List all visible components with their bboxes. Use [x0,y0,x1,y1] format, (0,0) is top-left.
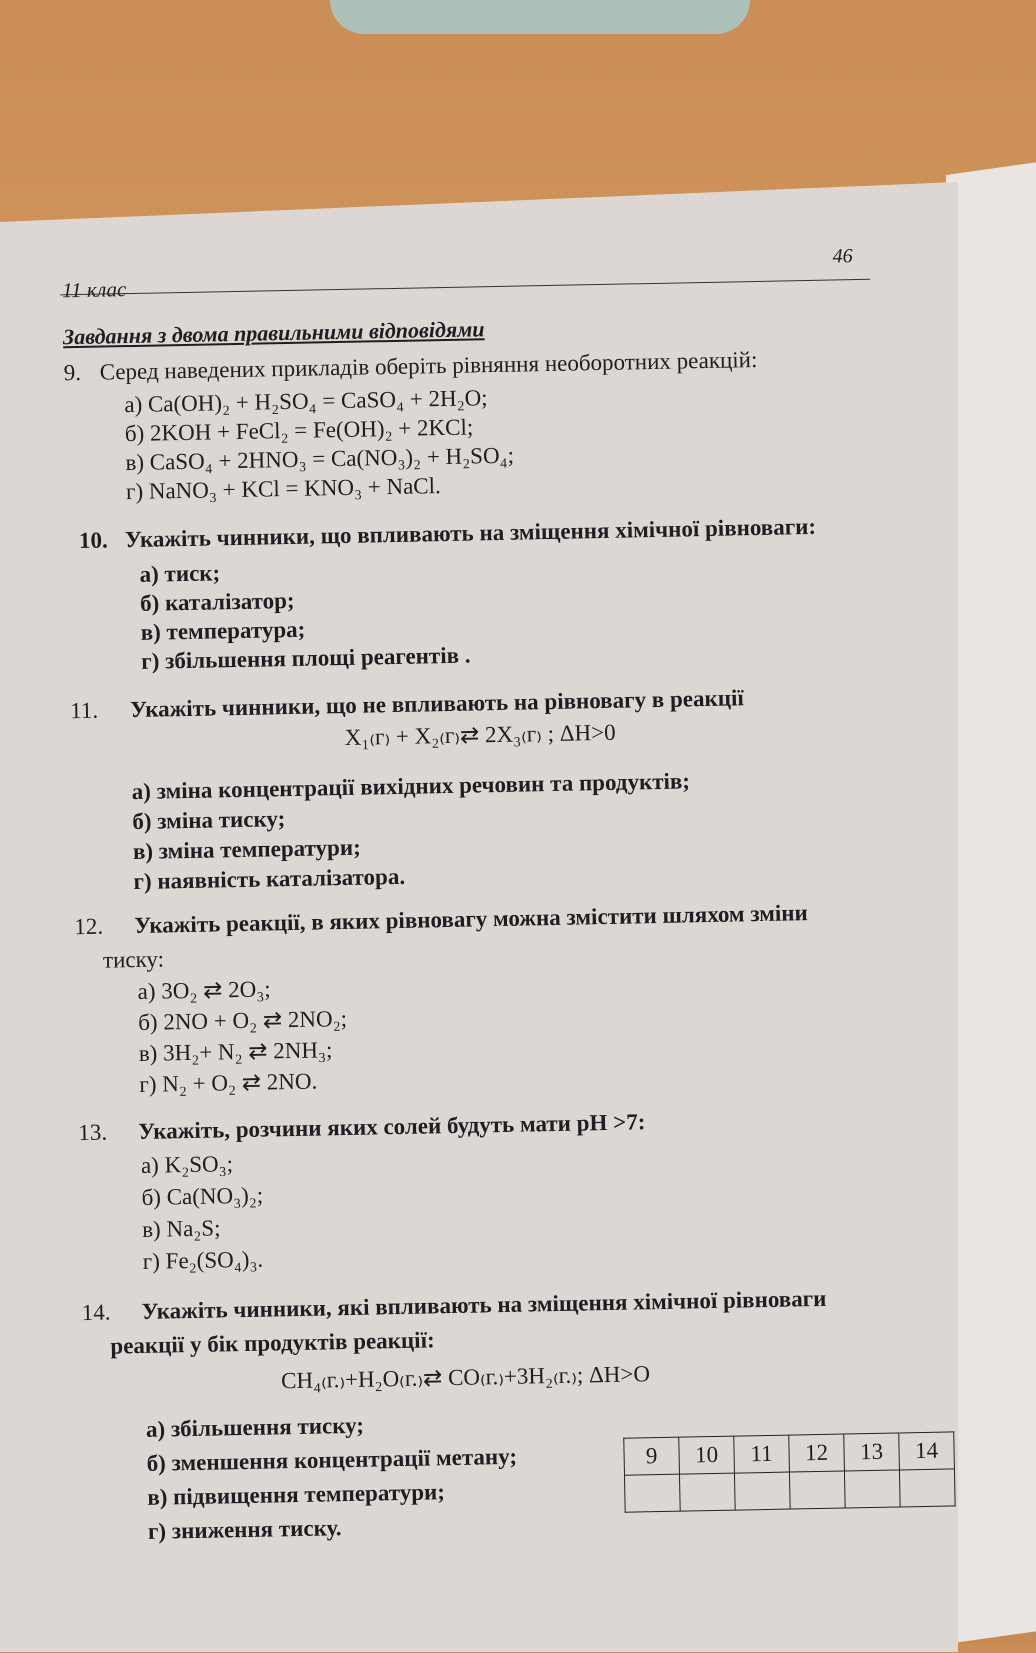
answer-table-header-row [624,1432,955,1475]
question-11-option-d: г) наявність каталізатора. [133,863,406,895]
question-14-option-a: а) збільшення тиску; [145,1412,365,1442]
question-11-equation: X₁₍г₎ + X₂₍г₎⇄ 2X₃₍г₎ ; ΔH>0 [344,719,616,750]
grade-label: 11 клас [61,277,127,303]
answer-table-header-cell: 9 [624,1437,680,1475]
question-10-option-d: г) збільшення площі реагентів . [141,642,471,674]
answer-table-header-cell: 10 [679,1436,735,1474]
answer-table [623,1431,955,1512]
question-9-text: Серед наведених прикладів оберіть рівняння необоротних реакцій: [99,346,758,385]
page-number: 46 [832,245,853,268]
question-10-option-c: в) температура; [140,616,306,645]
question-14-option-c: в) підвищення температури; [147,1479,446,1510]
question-9-option-b: б) 2KOH + FeCl₂ = Fe(OH)₂ + 2KCl; [124,414,474,447]
answer-table-answer-row [624,1469,955,1512]
question-11-text: Укажіть чинники, що не впливають на рівновагу в реакції [129,685,744,723]
question-10-number: 10. [78,527,108,554]
answer-table-header-cell: 14 [899,1432,955,1470]
question-12-option-b: б) 2NO + O₂ ⇄ 2NO₂; [137,1005,348,1035]
section-title: Завдання з двома правильними відповідями [62,316,485,350]
question-14-text: Укажіть чинники, які впливають на зміщення хімічної рівноваги [141,1285,827,1324]
question-14-option-b: б) зменшення концентрації метану; [146,1443,518,1476]
question-14-option-d: г) зниження тиску. [147,1515,342,1544]
question-13-text: Укажіть, розчини яких солей будуть мати pH >7: [138,1109,646,1145]
header-rule [60,279,870,296]
question-11-number: 11. [69,697,99,724]
question-14-text-continued: реакції у бік продуктів реакції: [110,1327,435,1359]
question-12-text: Укажіть реакції, в яких рівновагу можна змістити шляхом зміни [134,900,809,939]
question-13-option-b: б) Ca(NO₃)₂; [141,1182,264,1210]
question-12-text-continued: тиску: [102,946,165,973]
question-13-option-a: а) K₂SO₃; [140,1151,234,1178]
answer-table-header-cell: 12 [789,1434,845,1472]
answer-table-header-cell: 11 [734,1435,790,1473]
question-10-option-b: б) каталізатор; [139,587,295,616]
answer-cell[interactable] [679,1473,735,1511]
question-9-option-d: г) NaNO₃ + KCl = KNO₃ + NaCl. [125,473,442,505]
answer-table-header-cell: 13 [844,1433,900,1471]
question-12-option-c: в) 3H₂+ N₂ ⇄ 2NH₃; [138,1037,333,1066]
question-9-option-c: в) CaSO₄ + 2HNO₃ = Ca(NO₃)₂ + H₂SO₄; [125,442,515,476]
question-11-option-a: а) зміна концентрації вихідних речовин та продуктів; [131,768,691,805]
answer-cell[interactable] [789,1471,845,1509]
answer-cell[interactable] [844,1470,900,1508]
question-9-number: 9. [63,359,82,386]
question-11-option-b: б) зміна тиску; [132,806,286,835]
answer-cell[interactable] [624,1474,680,1512]
question-10-option-a: а) тиск; [139,560,221,587]
question-12-number: 12. [74,913,104,940]
question-14-equation: CH₄₍г.₎+H₂O₍г.₎⇄ CO₍г.₎+3H₂₍г.₎; ΔH>O [280,1361,651,1394]
question-14-number: 14. [81,1299,111,1326]
question-12-option-a: а) 3O₂ ⇄ 2O₃; [137,976,271,1004]
question-13-option-c: в) Na₂S; [141,1215,221,1242]
question-9-option-a: а) Ca(OH)₂ + H₂SO₄ = CaSO₄ + 2H₂O; [124,385,488,418]
answer-cell[interactable] [734,1472,790,1510]
question-10-text: Укажіть чинники, що впливають на зміщення хімічної рівноваги: [124,513,817,553]
question-13-option-d: г) Fe₂(SO₄)₃. [142,1246,264,1274]
question-11-option-c: в) зміна температури; [132,834,361,865]
answer-cell[interactable] [899,1469,955,1507]
question-12-option-d: г) N₂ + O₂ ⇄ 2NO. [139,1068,318,1097]
question-13-number: 13. [78,1119,108,1146]
